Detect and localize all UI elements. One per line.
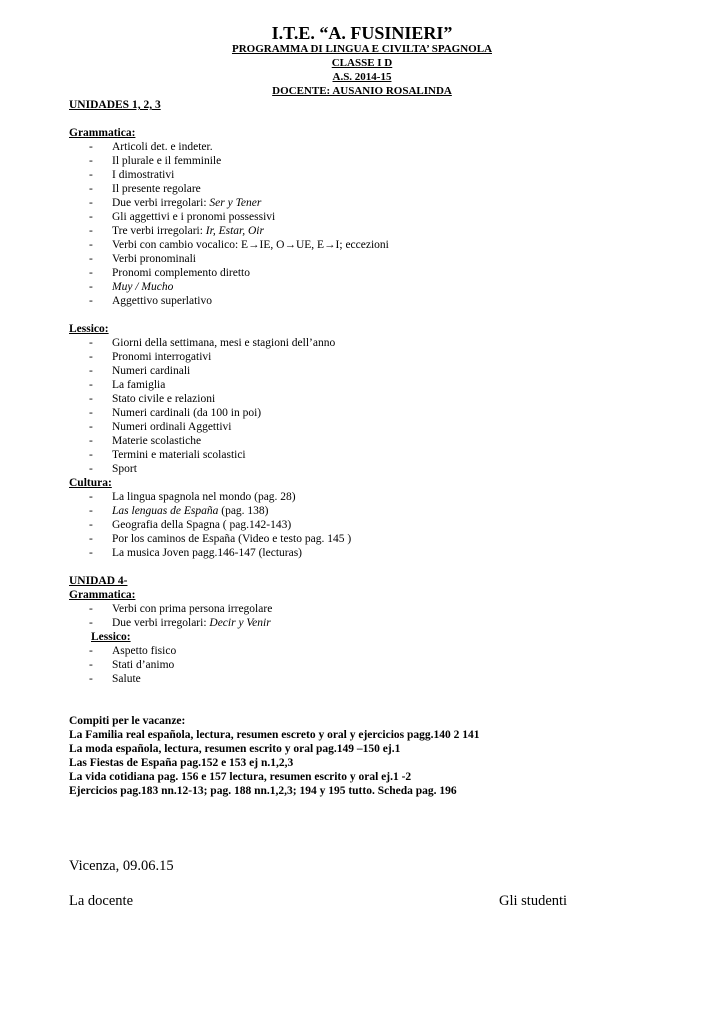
homework-line: La vida cotidiana pag. 156 e 157 lectura, resumen escrito y oral ej.1 -2 [69, 771, 412, 783]
homework-line: La Familia real española, lectura, resumen escreto y oral y ejercicios pagg.140 2 141 [69, 729, 480, 741]
homework-heading: Compiti per le vacanze: [69, 715, 186, 727]
teacher-label: DOCENTE: AUSANIO ROSALINDA [272, 85, 452, 97]
units-1-3-heading: UNIDADES 1, 2, 3 [69, 99, 161, 111]
unit-4-heading: UNIDAD 4- [69, 575, 128, 587]
homework-line: La moda española, lectura, resumen escrito y oral pag.149 –150 ej.1 [69, 743, 401, 755]
place-date: Vicenza, 09.06.15 [69, 858, 174, 874]
grammatica-heading: Grammatica: [69, 127, 136, 139]
unit-4-grammatica-heading: Grammatica: [69, 589, 136, 601]
cultura-heading: Cultura: [69, 477, 112, 489]
program-title: PROGRAMMA DI LINGUA E CIVILTA’ SPAGNOLA [231, 43, 493, 55]
school-title: I.T.E. “A. FUSINIERI” [271, 23, 453, 43]
class-label: CLASSE I D [331, 57, 393, 69]
teacher-signature-label: La docente [69, 893, 134, 909]
document-page: I.T.E. “A. FUSINIERI” PROGRAMMA DI LINGUA E CIVILTA’ SPAGNOLA CLASSE I D A.S. 2014-15 DOCENTE: AUSANIO ROSALINDA UNIDADES 1, 2, 3 Grammatica: - Articoli det. e indeter. - Il plurale e il femminile - I dimostrativi - Il presente regolare - Due verbi irregolari: Ser y Tener - Gli aggettivi e i pronomi possessivi - Tre verbi irregolari: Ir, Estar, Oir - Verbi con cambio vocalico: E→IE, O→UE, E→I; eccezioni - Verbi pronominali - Pronomi complemento diretto - Muy / Mucho - Aggettivo superlativo Lessico: - Giorni della settimana, mesi e stagioni dell’anno - Pronomi interrogativi - Numeri cardinali - La famiglia - Stato civile e relazioni - Numeri cardinali (da 100 in poi) - Numeri ordinali Aggettivi - Materie scolastiche - Termini e materiali scolastici - Sport Cultura: - La lingua spagnola nel mondo (pag. 28) - Las lenguas de España (pag. 138) - Geografia della Spagna ( pag.142-143) - Por los caminos de España (Video e testo pag. 145 ) - La musica Joven pagg.146-147 (lecturas) UNIDAD 4- Grammatica: - Verbi con prima persona irregolare - Due verbi irregolari: Decir y Venir Lessico: - Aspetto fisico - Stati d’animo - Salute Compiti per le vacanze: La Familia real española, lectura, resumen escreto y oral y ejercicios pagg.140 2 141 La moda española, lectura, resumen escrito y oral pag.149 –150 ej.1 Las Fiestas de España pag.152 e 153 ej n.1,2,3 La vida cotidiana pag. 156 e 157 lectura, resumen escrito y oral ej.1 -2 Ejercicios pag.183 nn.12-13; pag. 188 nn.1,2,3; 194 y 195 tutto. Scheda pag. 196 Vicenza, 09.06.15 La docente Gli studenti [0, 0, 724, 1024]
lessico-heading: Lessico: [69, 323, 109, 335]
homework-line: Las Fiestas de España pag.152 e 153 ej n.1,2,3 [69, 757, 294, 769]
homework-line: Ejercicios pag.183 nn.12-13; pag. 188 nn.1,2,3; 194 y 195 tutto. Scheda pag. 196 [69, 785, 457, 797]
students-signature-label: Gli studenti [499, 893, 568, 909]
unit-4-lessico-heading: Lessico: [91, 631, 131, 643]
school-year: A.S. 2014-15 [332, 71, 392, 83]
